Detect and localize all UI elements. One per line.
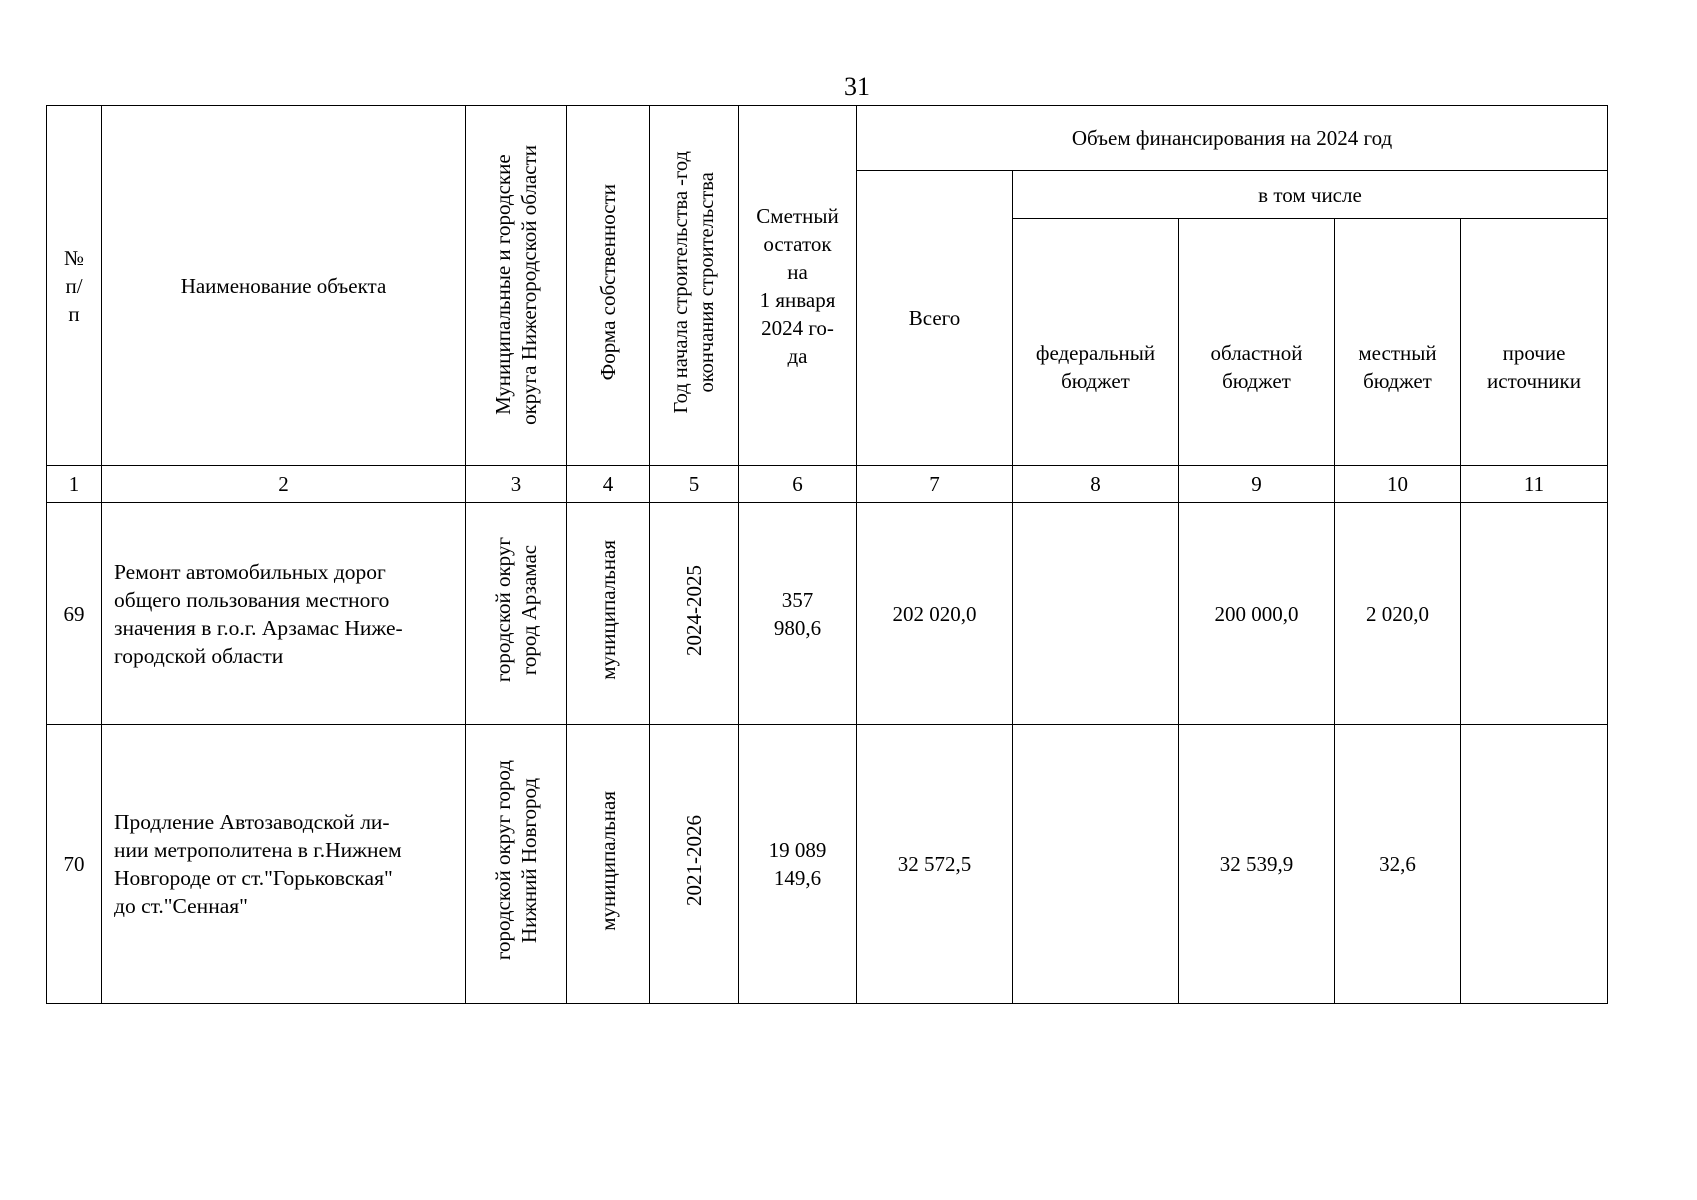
row-number: 69 (47, 503, 102, 725)
other-sources (1461, 725, 1608, 1004)
header-funding-group: Объем финансирования на 2024 год (857, 106, 1608, 171)
header-years: Год начала строительства -год окончания строительства (650, 106, 739, 466)
total-funding: 202 020,0 (857, 503, 1013, 725)
header-total: Всего (857, 171, 1013, 466)
object-name: Ремонт автомобильных дорог общего пользования местного значения в г.о.г. Арзамас Ниже- городской области (102, 503, 466, 725)
municipality: городской округ город Нижний Новгород (466, 725, 567, 1004)
page-number: 31 (844, 72, 870, 101)
header-regional: областной бюджет (1179, 219, 1335, 466)
ownership: муниципальная (567, 503, 650, 725)
regional-budget: 32 539,9 (1179, 725, 1335, 1004)
header-local: местный бюджет (1335, 219, 1461, 466)
header-ownership: Форма собственности (567, 106, 650, 466)
regional-budget: 200 000,0 (1179, 503, 1335, 725)
header-balance: Сметный остаток на 1 января 2024 го- да (739, 106, 857, 466)
header-row-1 (47, 106, 1608, 171)
column-number: 2 (102, 466, 466, 503)
column-number: 5 (650, 466, 739, 503)
ownership: муниципальная (567, 725, 650, 1004)
column-number: 4 (567, 466, 650, 503)
header-including-group: в том числе (1013, 171, 1608, 219)
column-number-row (47, 466, 1608, 503)
estimate-balance: 19 089 149,6 (739, 725, 857, 1004)
header-other: прочие источники (1461, 219, 1608, 466)
column-number: 10 (1335, 466, 1461, 503)
header-federal: федеральный бюджет (1013, 219, 1179, 466)
column-number: 8 (1013, 466, 1179, 503)
object-name: Продление Автозаводской ли- нии метрополитена в г.Нижнем Новгороде от ст."Горьковская" до ст."Сенная" (102, 725, 466, 1004)
column-number: 6 (739, 466, 857, 503)
federal-budget (1013, 725, 1179, 1004)
header-name: Наименование объекта (102, 106, 466, 466)
municipality: городской округ город Арзамас (466, 503, 567, 725)
other-sources (1461, 503, 1608, 725)
header-num: № п/ п (47, 106, 102, 466)
total-funding: 32 572,5 (857, 725, 1013, 1004)
table-row (47, 503, 1608, 725)
column-number: 3 (466, 466, 567, 503)
column-number: 11 (1461, 466, 1608, 503)
column-number: 1 (47, 466, 102, 503)
federal-budget (1013, 503, 1179, 725)
construction-years: 2021-2026 (650, 725, 739, 1004)
local-budget: 32,6 (1335, 725, 1461, 1004)
header-municipality: Муниципальные и городские округа Нижегородской области (466, 106, 567, 466)
column-number: 7 (857, 466, 1013, 503)
column-number: 9 (1179, 466, 1335, 503)
table-row (47, 725, 1608, 1004)
row-number: 70 (47, 725, 102, 1004)
estimate-balance: 357 980,6 (739, 503, 857, 725)
local-budget: 2 020,0 (1335, 503, 1461, 725)
construction-years: 2024-2025 (650, 503, 739, 725)
financing-table (46, 105, 1608, 1004)
